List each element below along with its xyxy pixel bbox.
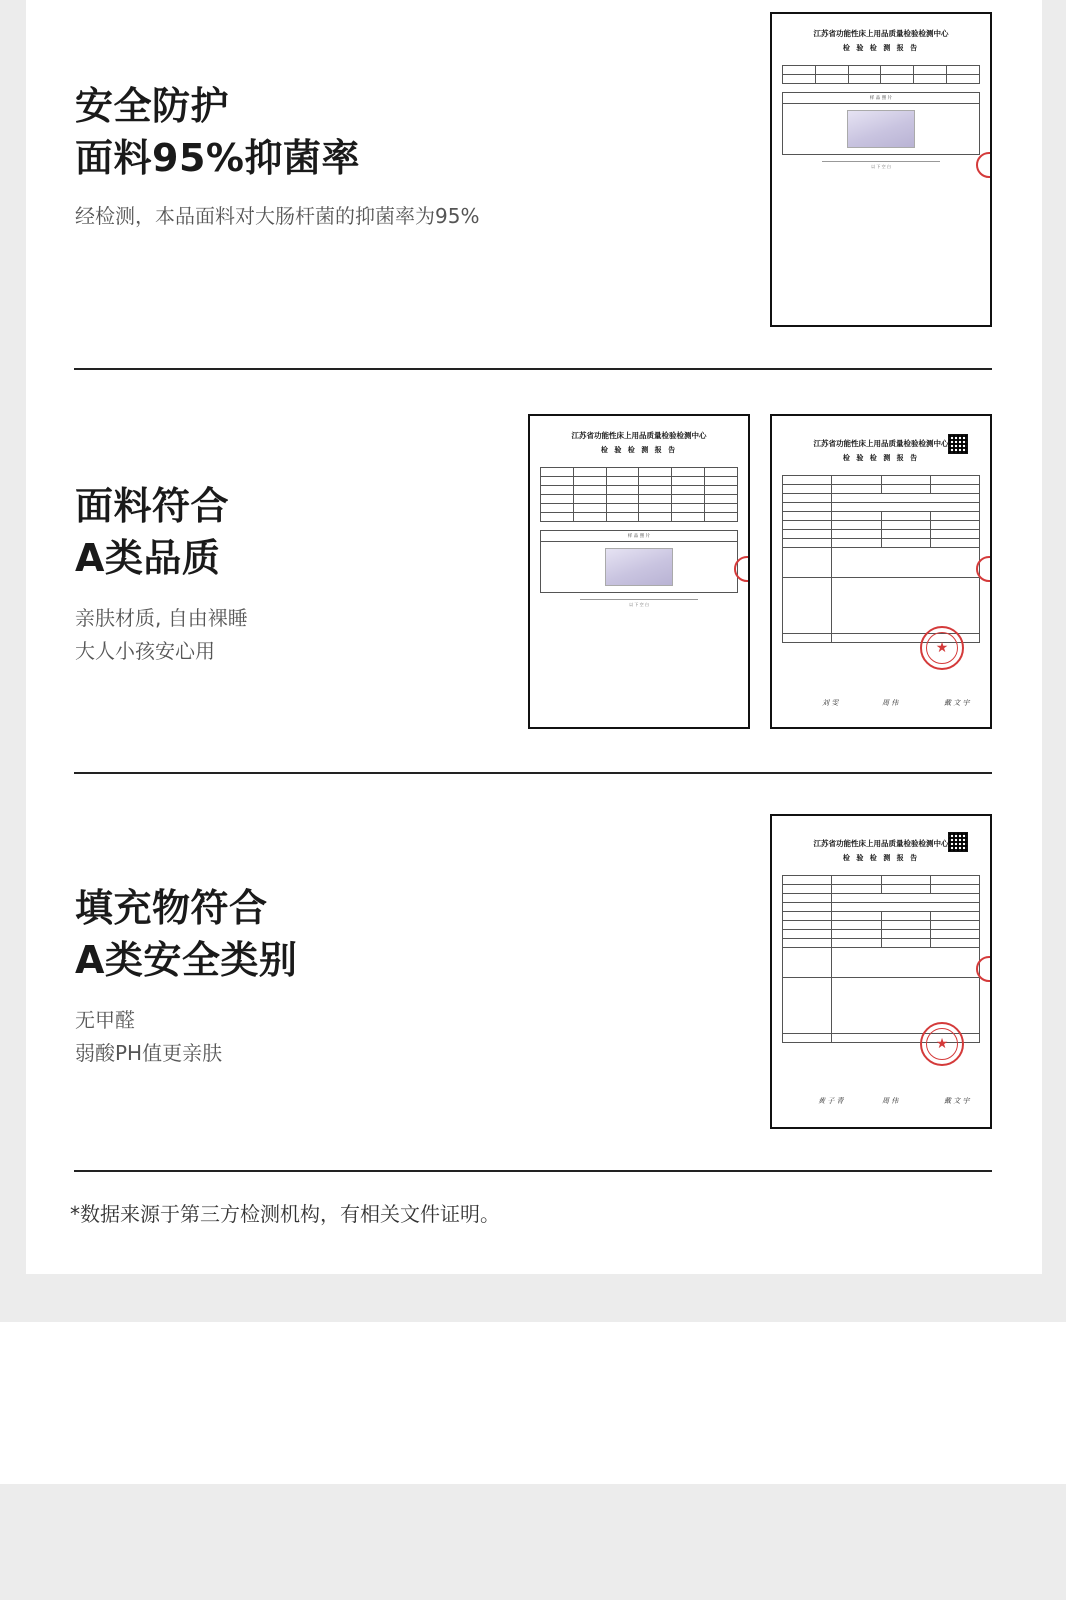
report-name: 检 验 检 测 报 告 (600, 445, 678, 454)
sample-photo-label: 样 品 照 片 (783, 93, 979, 104)
section-description-line2: 大人小孩安心用 (75, 639, 215, 663)
signature: 周 伟 (882, 699, 899, 707)
section-divider (74, 1170, 992, 1172)
blank-below-note: 以 下 空 白 (580, 599, 699, 608)
red-seal-stamp: ★ (920, 626, 964, 670)
report-meta-line (540, 459, 738, 463)
section-title-line1: 填充物符合 (75, 886, 268, 930)
signature: 刘 雯 (822, 699, 839, 707)
test-report-document-page1 (770, 414, 992, 729)
red-seal-stamp: ★ (920, 1022, 964, 1066)
sample-photo (605, 548, 673, 586)
section-title-line1: 面料符合 (75, 484, 230, 528)
report-info-table (782, 475, 980, 643)
section-description-line1: 无甲醛 (75, 1008, 135, 1032)
section-title-line2: A类安全类别 (75, 938, 298, 982)
report-meta-line (782, 57, 980, 61)
report-name: 检 验 检 测 报 告 (842, 453, 920, 462)
report-info-table (782, 875, 980, 1043)
section-filling-grade (26, 774, 1042, 1174)
section-description-line1: 亲肤材质, 自由裸睡 (75, 606, 248, 630)
sample-photo-label: 样 品 照 片 (541, 531, 737, 542)
signature: 戴 文 宇 (944, 699, 970, 707)
signature: 戴 文 宇 (944, 1097, 970, 1105)
report-org-name: 江苏省功能性床上用品质量检验检测中心 (813, 29, 949, 38)
report-table (782, 65, 980, 84)
test-report-document-page2 (528, 414, 750, 729)
report-org-name: 江苏省功能性床上用品质量检验检测中心 (813, 839, 949, 848)
section-antibacterial (26, 0, 1042, 366)
sample-photo-box (782, 92, 980, 155)
section-fabric-grade (26, 370, 1042, 770)
signature: 周 伟 (882, 1097, 899, 1105)
test-report-document (770, 814, 992, 1129)
data-source-footnote: *数据来源于第三方检测机构，有相关文件证明。 (70, 1202, 500, 1226)
section-description-line1: 经检测，本品面料对大肠杆菌的抑菌率为95% (75, 204, 480, 228)
section-description-line2: 弱酸PH值更亲肤 (75, 1041, 223, 1065)
report-name: 检 验 检 测 报 告 (842, 853, 920, 862)
content-card (26, 0, 1042, 1274)
report-meta-line (782, 867, 980, 871)
section-title-line1: 安全防护 (75, 84, 230, 128)
bottom-background (0, 1484, 1066, 1600)
section-title-line2: A类品质 (75, 536, 221, 580)
test-report-document (770, 12, 992, 327)
sample-photo-box (540, 530, 738, 593)
signature: 黄 子 青 (818, 1097, 844, 1105)
blank-below-note: 以 下 空 白 (822, 161, 941, 170)
section-title-line2: 面料95%抑菌率 (75, 136, 360, 180)
sample-photo (847, 110, 915, 148)
report-meta-line (782, 467, 980, 471)
report-org-name: 江苏省功能性床上用品质量检验检测中心 (571, 431, 707, 440)
report-table (540, 467, 738, 522)
report-org-name: 江苏省功能性床上用品质量检验检测中心 (813, 439, 949, 448)
report-name: 检 验 检 测 报 告 (842, 43, 920, 52)
